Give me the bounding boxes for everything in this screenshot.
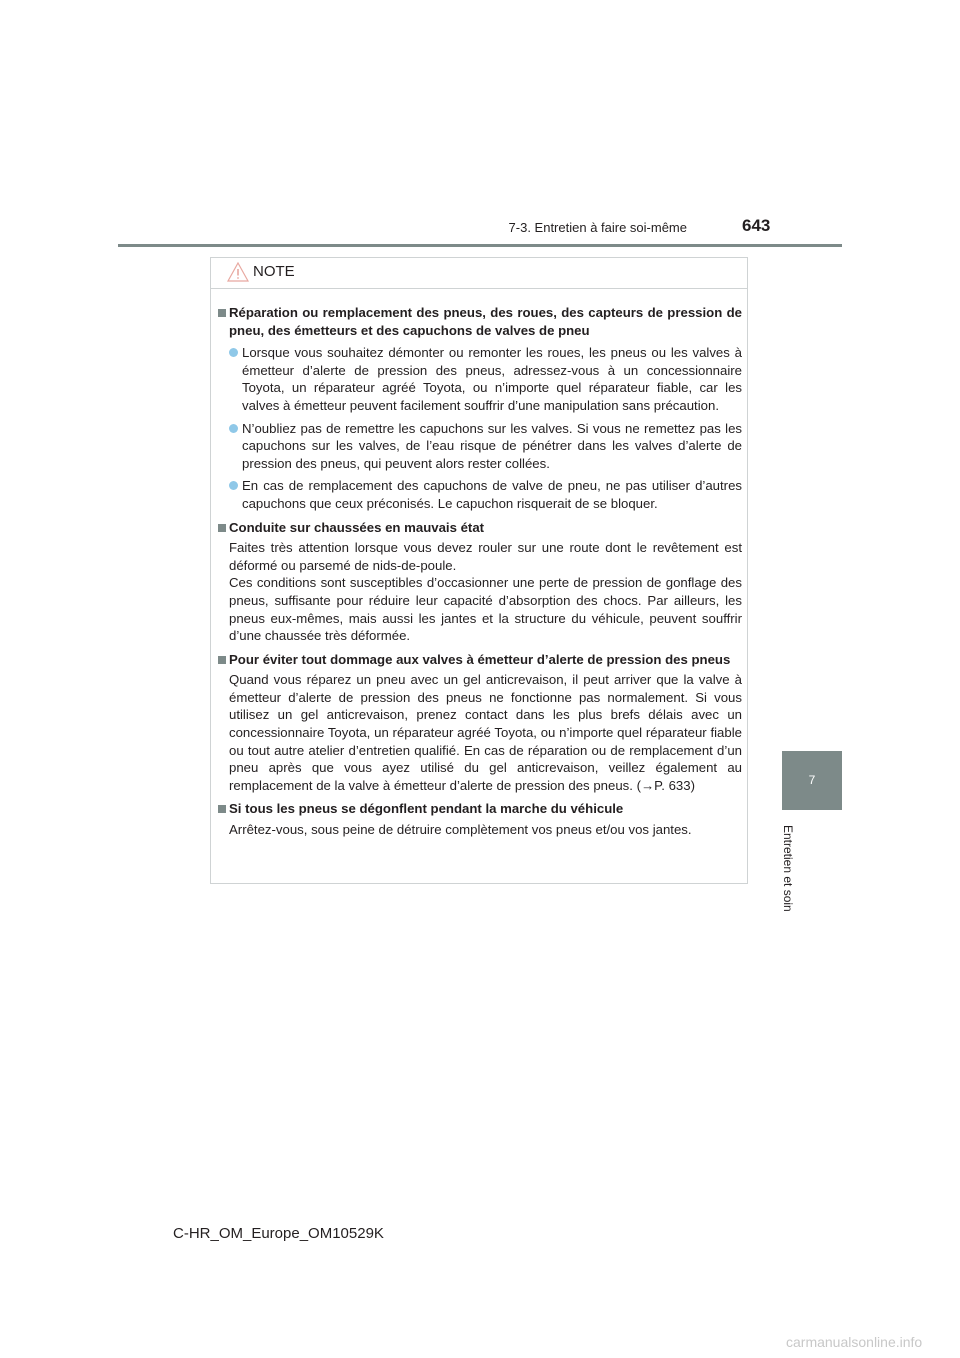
chapter-tab: [782, 751, 842, 810]
bullet-text: N’oubliez pas de remettre les capuchons sur les valves. Si vous ne remettez pas les capuchons sur les valves, de l’eau risque de pénétrer dans les valves d’alerte de pression des pneus, qui peuvent alors rester collées.: [242, 420, 742, 471]
section-title: Pour éviter tout dommage aux valves à émetteur d’alerte de pression des pneus: [229, 651, 731, 667]
section-title: Si tous les pneus se dégonflent pendant la marche du véhicule: [229, 801, 624, 817]
bullet-item: [218, 420, 742, 473]
section-paragraph: Faites très attention lorsque vous devez rouler sur une route dont le revêtement est déformé ou parsemé de nids-de-poule.: [229, 540, 742, 573]
bullet-dot-icon: [229, 477, 242, 512]
note-section: [218, 800, 742, 818]
note-section: [218, 304, 742, 339]
bullet-item: [218, 477, 742, 512]
section-paragraph: Quand vous réparez un pneu avec un gel anticrevaison, il peut arriver que la valve à émetteur d’alerte de pression des pneus ne fonctionne pas normalement. Si vous utilisez un gel anticrevaison, prenez contact dans les plus brefs délais avec un concessionnaire Toyota, un réparateur agréé Toyota, ou n’importe quel réparateur fiable ou tout autre atelier d’entretien qualifié. En cas de réparation ou de remplacement d’un pneu après que vous ayez utilisé du gel anticrevaison, veillez également au remplacement de la valve à émetteur d’alerte de pression des pneus. (→P. 633): [229, 672, 742, 793]
bullet-item: [218, 344, 742, 414]
watermark: carmanualsonline.info: [786, 1334, 923, 1350]
page-number: 643: [742, 216, 771, 235]
section-paragraph: Arrêtez-vous, sous peine de détruire complètement vos pneus et/ou vos jantes.: [229, 822, 692, 838]
running-header-section: 7-3. Entretien à faire soi-même: [508, 220, 687, 235]
document-code: C-HR_OM_Europe_OM10529K: [173, 1225, 384, 1242]
note-label: NOTE: [253, 263, 295, 280]
note-section: [218, 651, 742, 669]
header-rule: [118, 244, 842, 247]
chapter-number: 7: [808, 773, 816, 787]
section-square-marker: [218, 304, 229, 339]
section-paragraph: Ces conditions sont susceptibles d’occasionner une perte de pression de gonflage des pneus, suffisante pour réduire leur capacité d’absorption des chocs. Par ailleurs, les pneus eux-mêmes, mais aussi les jantes et la structure du véhicule, peuvent souffrir d’une chaussée très déformée.: [229, 575, 742, 644]
chapter-title-text: Entretien et soin: [781, 825, 795, 912]
note-section: [218, 519, 742, 537]
bullet-dot-icon: [229, 420, 242, 473]
note-header: [211, 258, 747, 289]
section-square-marker: [218, 651, 229, 669]
chapter-title: [781, 825, 802, 925]
section-title: Réparation ou remplacement des pneus, des roues, des capteurs de pression de pneu, des émetteurs et des capuchons de valves de pneu: [229, 305, 742, 338]
warning-triangle-icon: [227, 262, 249, 282]
bullet-dot-icon: [229, 344, 242, 414]
bullet-text: Lorsque vous souhaitez démonter ou remonter les roues, les pneus ou les valves à émetteur d’alerte de pression des pneus, adressez-vous à un concessionnaire Toyota, un réparateur agréé Toyota, ou n’importe quel réparateur fiable, car les valves à émetteur peuvent facilement souffrir d’une manipulation sans précaution.: [242, 345, 742, 413]
note-body: [211, 289, 747, 839]
bullet-text: En cas de remplacement des capuchons de valve de pneu, ne pas utiliser d’autres capuchons que ceux préconisés. Le capuchon risquerait de se bloquer.: [242, 478, 742, 511]
section-title: Conduite sur chaussées en mauvais état: [229, 519, 485, 535]
note-box: [210, 257, 748, 884]
section-square-marker: [218, 800, 229, 818]
section-square-marker: [218, 519, 229, 537]
